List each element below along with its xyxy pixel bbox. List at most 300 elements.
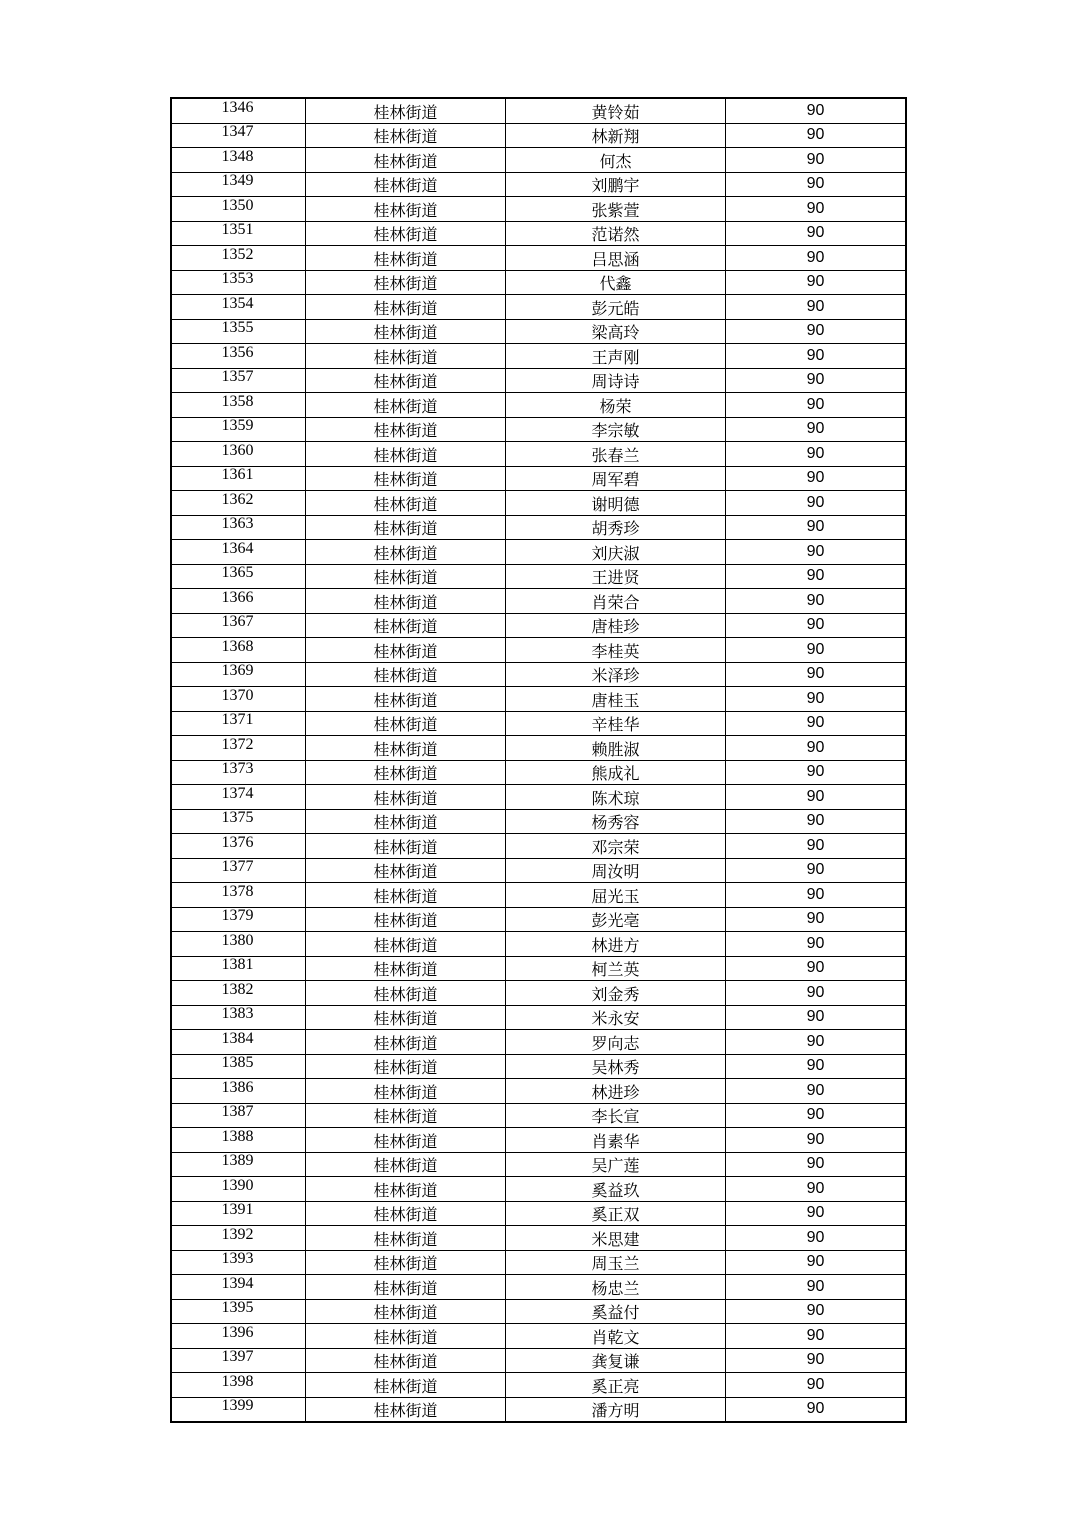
row-number-cell-text: 1379 xyxy=(221,907,254,925)
table-row xyxy=(171,785,906,810)
person-name-cell xyxy=(506,491,726,516)
person-name-cell xyxy=(506,1226,726,1251)
table-row xyxy=(171,197,906,222)
street-cell-text: 桂林街道 xyxy=(373,445,438,465)
person-name-cell-text: 奚益玖 xyxy=(591,1180,640,1200)
score-cell-text: 90 xyxy=(806,1081,825,1099)
table-row xyxy=(171,1226,906,1251)
score-cell-text: 90 xyxy=(806,910,825,928)
street-cell-text: 桂林街道 xyxy=(373,1401,438,1421)
score-cell xyxy=(726,1201,907,1226)
row-number-cell xyxy=(171,1250,306,1275)
person-name-cell-text: 辛桂华 xyxy=(591,715,640,735)
street-cell-text: 桂林街道 xyxy=(373,641,438,661)
table-row xyxy=(171,613,906,638)
row-number-cell xyxy=(171,123,306,148)
row-number-cell-text: 1386 xyxy=(221,1078,254,1096)
table-row xyxy=(171,1373,906,1398)
score-cell-text: 90 xyxy=(806,567,825,585)
row-number-cell-text: 1359 xyxy=(221,417,254,435)
street-cell-text: 桂林街道 xyxy=(373,298,438,318)
row-number-cell-text: 1375 xyxy=(221,809,254,827)
person-name-cell-text: 潘方明 xyxy=(591,1401,640,1421)
score-cell-text: 90 xyxy=(806,518,825,536)
person-name-cell-text: 柯兰英 xyxy=(591,960,640,980)
row-number-cell-text: 1350 xyxy=(221,196,254,214)
person-name-cell xyxy=(506,319,726,344)
score-cell-text: 90 xyxy=(806,1400,825,1418)
score-cell-text: 90 xyxy=(806,689,825,707)
row-number-cell xyxy=(171,197,306,222)
score-cell-text: 90 xyxy=(806,1277,825,1295)
person-name-cell-text: 何杰 xyxy=(599,151,632,171)
street-cell-text: 桂林街道 xyxy=(373,274,438,294)
person-name-cell xyxy=(506,1324,726,1349)
street-cell-text: 桂林街道 xyxy=(373,127,438,147)
row-number-cell xyxy=(171,589,306,614)
table-row xyxy=(171,368,906,393)
person-name-cell xyxy=(506,711,726,736)
row-number-cell xyxy=(171,883,306,908)
score-cell xyxy=(726,981,907,1006)
row-number-cell-text: 1389 xyxy=(221,1152,254,1170)
row-number-cell-text: 1364 xyxy=(221,539,254,557)
row-number-cell-text: 1396 xyxy=(221,1323,254,1341)
person-name-cell-text: 米泽珍 xyxy=(591,666,640,686)
table-row xyxy=(171,858,906,883)
table-row xyxy=(171,466,906,491)
row-number-cell-text: 1388 xyxy=(221,1127,254,1145)
score-cell-text: 90 xyxy=(806,248,825,266)
score-cell-text: 90 xyxy=(806,1351,825,1369)
person-name-cell xyxy=(506,1299,726,1324)
row-number-cell xyxy=(171,393,306,418)
street-cell-text: 桂林街道 xyxy=(373,1254,438,1274)
row-number-cell xyxy=(171,1128,306,1153)
street-cell-text: 桂林街道 xyxy=(373,1131,438,1151)
street-cell xyxy=(306,344,506,369)
table-row xyxy=(171,393,906,418)
person-name-cell xyxy=(506,760,726,785)
street-cell-text: 桂林街道 xyxy=(373,1082,438,1102)
table-row xyxy=(171,564,906,589)
row-number-cell-text: 1366 xyxy=(221,588,254,606)
person-name-cell-text: 罗向志 xyxy=(591,1033,640,1053)
score-cell-text: 90 xyxy=(806,1008,825,1026)
score-cell xyxy=(726,1250,907,1275)
score-cell xyxy=(726,1177,907,1202)
person-name-cell xyxy=(506,270,726,295)
table-row xyxy=(171,589,906,614)
row-number-cell xyxy=(171,1201,306,1226)
score-cell xyxy=(726,1030,907,1055)
person-name-cell-text: 胡秀珍 xyxy=(591,519,640,539)
person-name-cell xyxy=(506,932,726,957)
person-name-cell-text: 代鑫 xyxy=(599,274,632,294)
row-number-cell xyxy=(171,368,306,393)
row-number-cell xyxy=(171,687,306,712)
street-cell xyxy=(306,148,506,173)
person-name-cell-text: 奚正双 xyxy=(591,1205,640,1225)
person-name-cell xyxy=(506,197,726,222)
person-name-cell xyxy=(506,564,726,589)
score-cell-text: 90 xyxy=(806,126,825,144)
person-name-cell xyxy=(506,1250,726,1275)
street-cell-text: 桂林街道 xyxy=(373,1352,438,1372)
score-cell xyxy=(726,1348,907,1373)
row-number-cell xyxy=(171,417,306,442)
person-name-cell-text: 屈光玉 xyxy=(591,886,640,906)
score-cell xyxy=(726,1324,907,1349)
score-cell-text: 90 xyxy=(806,861,825,879)
row-number-cell-text: 1399 xyxy=(221,1397,254,1415)
row-number-cell-text: 1354 xyxy=(221,294,254,312)
table-row xyxy=(171,1128,906,1153)
street-cell xyxy=(306,785,506,810)
street-cell-text: 桂林街道 xyxy=(373,862,438,882)
person-name-cell-text: 米永安 xyxy=(591,1009,640,1029)
street-cell-text: 桂林街道 xyxy=(373,1033,438,1053)
street-cell xyxy=(306,1128,506,1153)
street-cell xyxy=(306,466,506,491)
score-cell-text: 90 xyxy=(806,224,825,242)
street-cell xyxy=(306,589,506,614)
street-cell xyxy=(306,662,506,687)
table-row xyxy=(171,760,906,785)
street-cell xyxy=(306,1054,506,1079)
row-number-cell-text: 1352 xyxy=(221,245,254,263)
score-cell xyxy=(726,956,907,981)
score-cell xyxy=(726,540,907,565)
person-name-cell xyxy=(506,148,726,173)
score-cell-text: 90 xyxy=(806,175,825,193)
person-name-cell-text: 张紫萱 xyxy=(591,200,640,220)
street-cell xyxy=(306,172,506,197)
score-cell xyxy=(726,907,907,932)
score-cell-text: 90 xyxy=(806,1253,825,1271)
table-row xyxy=(171,540,906,565)
score-cell xyxy=(726,123,907,148)
person-name-cell xyxy=(506,638,726,663)
person-name-cell-text: 黄铃茹 xyxy=(591,102,640,122)
score-cell xyxy=(726,564,907,589)
street-cell-text: 桂林街道 xyxy=(373,323,438,343)
row-number-cell xyxy=(171,172,306,197)
person-name-cell xyxy=(506,1030,726,1055)
person-name-cell-text: 吴广莲 xyxy=(591,1156,640,1176)
street-cell-text: 桂林街道 xyxy=(373,1009,438,1029)
table-row xyxy=(171,246,906,271)
table-row xyxy=(171,123,906,148)
score-cell xyxy=(726,760,907,785)
person-name-cell-text: 奚正亮 xyxy=(591,1376,640,1396)
street-cell xyxy=(306,981,506,1006)
person-name-cell xyxy=(506,981,726,1006)
row-number-cell-text: 1351 xyxy=(221,221,254,239)
row-number-cell xyxy=(171,540,306,565)
row-number-cell xyxy=(171,907,306,932)
row-number-cell xyxy=(171,246,306,271)
table-row xyxy=(171,1275,906,1300)
row-number-cell-text: 1368 xyxy=(221,637,254,655)
street-cell xyxy=(306,834,506,859)
score-cell xyxy=(726,1079,907,1104)
person-name-cell-text: 周汝明 xyxy=(591,862,640,882)
row-number-cell xyxy=(171,564,306,589)
score-cell-text: 90 xyxy=(806,101,825,119)
person-name-cell xyxy=(506,1373,726,1398)
row-number-cell xyxy=(171,932,306,957)
table-row xyxy=(171,981,906,1006)
score-cell xyxy=(726,172,907,197)
score-cell xyxy=(726,246,907,271)
row-number-cell xyxy=(171,1079,306,1104)
street-cell-text: 桂林街道 xyxy=(373,102,438,122)
street-cell xyxy=(306,858,506,883)
row-number-cell-text: 1370 xyxy=(221,686,254,704)
person-name-cell-text: 刘金秀 xyxy=(591,984,640,1004)
street-cell-text: 桂林街道 xyxy=(373,617,438,637)
table-row xyxy=(171,1348,906,1373)
person-name-cell xyxy=(506,613,726,638)
score-cell xyxy=(726,589,907,614)
street-cell-text: 桂林街道 xyxy=(373,1205,438,1225)
score-cell xyxy=(726,1275,907,1300)
street-cell-text: 桂林街道 xyxy=(373,935,438,955)
person-name-cell-text: 林新翔 xyxy=(591,127,640,147)
street-cell xyxy=(306,1324,506,1349)
street-cell-text: 桂林街道 xyxy=(373,715,438,735)
roster-table xyxy=(170,97,907,1423)
street-cell-text: 桂林街道 xyxy=(373,1229,438,1249)
row-number-cell xyxy=(171,858,306,883)
table-row xyxy=(171,98,906,123)
score-cell-text: 90 xyxy=(806,1326,825,1344)
person-name-cell-text: 唐桂珍 xyxy=(591,617,640,637)
street-cell-text: 桂林街道 xyxy=(373,666,438,686)
person-name-cell xyxy=(506,295,726,320)
person-name-cell-text: 刘鹏宇 xyxy=(591,176,640,196)
street-cell-text: 桂林街道 xyxy=(373,249,438,269)
row-number-cell xyxy=(171,1299,306,1324)
row-number-cell-text: 1373 xyxy=(221,760,254,778)
street-cell xyxy=(306,1152,506,1177)
street-cell-text: 桂林街道 xyxy=(373,1156,438,1176)
score-cell-text: 90 xyxy=(806,346,825,364)
row-number-cell xyxy=(171,221,306,246)
street-cell-text: 桂林街道 xyxy=(373,837,438,857)
table-row xyxy=(171,834,906,859)
table-row xyxy=(171,1103,906,1128)
score-cell xyxy=(726,295,907,320)
score-cell xyxy=(726,319,907,344)
score-cell xyxy=(726,466,907,491)
row-number-cell-text: 1361 xyxy=(221,466,254,484)
person-name-cell xyxy=(506,956,726,981)
row-number-cell xyxy=(171,466,306,491)
row-number-cell-text: 1360 xyxy=(221,441,254,459)
row-number-cell xyxy=(171,319,306,344)
street-cell-text: 桂林街道 xyxy=(373,886,438,906)
street-cell-text: 桂林街道 xyxy=(373,421,438,441)
table-row xyxy=(171,172,906,197)
row-number-cell-text: 1377 xyxy=(221,858,254,876)
street-cell xyxy=(306,1299,506,1324)
street-cell-text: 桂林街道 xyxy=(373,690,438,710)
street-cell xyxy=(306,956,506,981)
table-row xyxy=(171,809,906,834)
score-cell xyxy=(726,711,907,736)
row-number-cell xyxy=(171,1397,306,1422)
person-name-cell-text: 奚益付 xyxy=(591,1303,640,1323)
row-number-cell-text: 1398 xyxy=(221,1372,254,1390)
score-cell-text: 90 xyxy=(806,1130,825,1148)
street-cell xyxy=(306,1348,506,1373)
score-cell-text: 90 xyxy=(806,297,825,315)
street-cell-text: 桂林街道 xyxy=(373,960,438,980)
person-name-cell xyxy=(506,540,726,565)
person-name-cell xyxy=(506,589,726,614)
score-cell xyxy=(726,1103,907,1128)
score-cell-text: 90 xyxy=(806,542,825,560)
street-cell xyxy=(306,1397,506,1422)
street-cell-text: 桂林街道 xyxy=(373,372,438,392)
score-cell-text: 90 xyxy=(806,371,825,389)
row-number-cell-text: 1392 xyxy=(221,1225,254,1243)
street-cell xyxy=(306,883,506,908)
person-name-cell xyxy=(506,687,726,712)
row-number-cell xyxy=(171,515,306,540)
score-cell-text: 90 xyxy=(806,1204,825,1222)
row-number-cell xyxy=(171,711,306,736)
row-number-cell-text: 1387 xyxy=(221,1103,254,1121)
person-name-cell xyxy=(506,834,726,859)
table-row xyxy=(171,687,906,712)
street-cell xyxy=(306,540,506,565)
street-cell xyxy=(306,295,506,320)
street-cell xyxy=(306,1005,506,1030)
score-cell-text: 90 xyxy=(806,1032,825,1050)
table-row xyxy=(171,1250,906,1275)
person-name-cell xyxy=(506,123,726,148)
street-cell-text: 桂林街道 xyxy=(373,592,438,612)
score-cell-text: 90 xyxy=(806,738,825,756)
street-cell-text: 桂林街道 xyxy=(373,1278,438,1298)
street-cell-text: 桂林街道 xyxy=(373,494,438,514)
row-number-cell xyxy=(171,1054,306,1079)
street-cell xyxy=(306,809,506,834)
street-cell xyxy=(306,417,506,442)
row-number-cell xyxy=(171,295,306,320)
person-name-cell xyxy=(506,466,726,491)
person-name-cell xyxy=(506,883,726,908)
person-name-cell xyxy=(506,221,726,246)
row-number-cell-text: 1349 xyxy=(221,172,254,190)
table-row xyxy=(171,148,906,173)
table-row xyxy=(171,442,906,467)
table-row xyxy=(171,1397,906,1422)
score-cell-text: 90 xyxy=(806,1228,825,1246)
person-name-cell xyxy=(506,344,726,369)
row-number-cell-text: 1347 xyxy=(221,123,254,141)
person-name-cell-text: 王进贤 xyxy=(591,568,640,588)
person-name-cell-text: 王声刚 xyxy=(591,347,640,367)
street-cell xyxy=(306,270,506,295)
person-name-cell-text: 李长宣 xyxy=(591,1107,640,1127)
person-name-cell xyxy=(506,1397,726,1422)
roster-table-body xyxy=(171,98,906,1422)
score-cell-text: 90 xyxy=(806,469,825,487)
score-cell-text: 90 xyxy=(806,395,825,413)
person-name-cell-text: 邓宗荣 xyxy=(591,837,640,857)
street-cell xyxy=(306,1079,506,1104)
row-number-cell-text: 1369 xyxy=(221,662,254,680)
person-name-cell-text: 彭元皓 xyxy=(591,298,640,318)
person-name-cell-text: 周玉兰 xyxy=(591,1254,640,1274)
table-row xyxy=(171,344,906,369)
table-row xyxy=(171,1324,906,1349)
table-row xyxy=(171,956,906,981)
row-number-cell-text: 1390 xyxy=(221,1176,254,1194)
score-cell xyxy=(726,785,907,810)
table-row xyxy=(171,1030,906,1055)
street-cell-text: 桂林街道 xyxy=(373,813,438,833)
row-number-cell xyxy=(171,1348,306,1373)
row-number-cell xyxy=(171,736,306,761)
table-row xyxy=(171,638,906,663)
score-cell-text: 90 xyxy=(806,812,825,830)
person-name-cell xyxy=(506,785,726,810)
row-number-cell xyxy=(171,98,306,123)
row-number-cell xyxy=(171,760,306,785)
person-name-cell xyxy=(506,1128,726,1153)
person-name-cell-text: 彭光亳 xyxy=(591,911,640,931)
street-cell xyxy=(306,932,506,957)
row-number-cell-text: 1372 xyxy=(221,735,254,753)
score-cell-text: 90 xyxy=(806,420,825,438)
street-cell xyxy=(306,246,506,271)
street-cell xyxy=(306,491,506,516)
row-number-cell-text: 1391 xyxy=(221,1201,254,1219)
street-cell-text: 桂林街道 xyxy=(373,519,438,539)
row-number-cell xyxy=(171,1226,306,1251)
street-cell-text: 桂林街道 xyxy=(373,1376,438,1396)
street-cell xyxy=(306,687,506,712)
score-cell xyxy=(726,1152,907,1177)
person-name-cell xyxy=(506,809,726,834)
row-number-cell xyxy=(171,1275,306,1300)
street-cell xyxy=(306,711,506,736)
score-cell-text: 90 xyxy=(806,1106,825,1124)
score-cell-text: 90 xyxy=(806,714,825,732)
score-cell-text: 90 xyxy=(806,1155,825,1173)
street-cell xyxy=(306,736,506,761)
score-cell xyxy=(726,221,907,246)
row-number-cell xyxy=(171,1030,306,1055)
street-cell xyxy=(306,1177,506,1202)
row-number-cell-text: 1362 xyxy=(221,490,254,508)
score-cell-text: 90 xyxy=(806,616,825,634)
row-number-cell xyxy=(171,662,306,687)
row-number-cell xyxy=(171,270,306,295)
score-cell-text: 90 xyxy=(806,150,825,168)
table-row xyxy=(171,932,906,957)
score-cell xyxy=(726,1005,907,1030)
person-name-cell-text: 吕思涵 xyxy=(591,249,640,269)
person-name-cell xyxy=(506,858,726,883)
row-number-cell xyxy=(171,981,306,1006)
person-name-cell xyxy=(506,1079,726,1104)
